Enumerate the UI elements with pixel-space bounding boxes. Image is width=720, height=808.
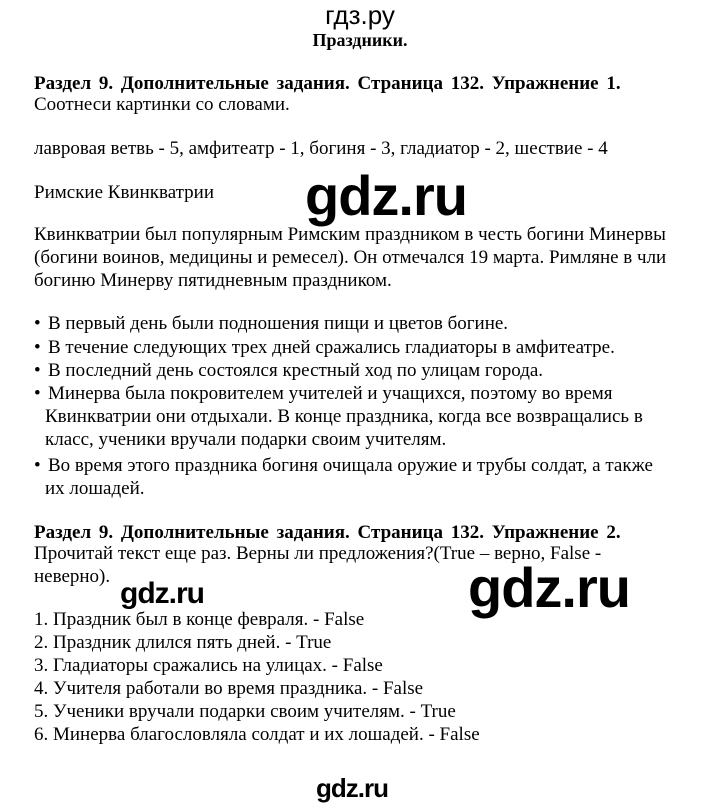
bullet-icon: • bbox=[34, 313, 41, 334]
watermark: gdz.ru bbox=[316, 773, 388, 803]
section1-instruction: Соотнеси картинки со словами. bbox=[34, 94, 290, 115]
paragraph-line: богиню Минерву пятидневным праздником. bbox=[34, 270, 392, 291]
section2-instruction: неверно). bbox=[34, 566, 111, 587]
list-item-text: их лошадей. bbox=[45, 478, 145, 499]
site-title: гдз.ру bbox=[325, 0, 395, 30]
answer-item: 5. Ученики вручали подарки своим учителям. - True bbox=[34, 701, 456, 722]
watermark: gdz.ru bbox=[468, 556, 630, 619]
answer-item: 1. Праздник был в конце февраля. - False bbox=[34, 609, 365, 630]
bullet-icon: • bbox=[34, 360, 41, 381]
paragraph-line: Квинкватрии был популярным Римским праздником в честь богини Минервы bbox=[34, 224, 666, 245]
answer-item: 3. Гладиаторы сражались на улицах. - False bbox=[34, 655, 383, 676]
bullet-icon: • bbox=[34, 455, 41, 476]
watermark: gdz.ru bbox=[120, 577, 204, 610]
section2-instruction: Прочитай текст еще раз. Верны ли предложения?(True – верно, False - bbox=[34, 543, 602, 564]
answer-item: 6. Минерва благословляла солдат и их лошадей. - False bbox=[34, 724, 480, 745]
answer-item: 4. Учителя работали во время праздника. - False bbox=[34, 678, 424, 699]
list-item-text: класс, ученики вручали подарки своим учителям. bbox=[45, 429, 447, 450]
answer-item: 2. Праздник длился пять дней. - True bbox=[34, 632, 332, 653]
list-item-text: Во время этого праздника богиня очищала оружие и трубы солдат, а также bbox=[48, 455, 653, 476]
bullet-icon: • bbox=[34, 383, 41, 404]
section2-heading: Раздел 9. Дополнительные задания. Страница 132. Упражнение 2. bbox=[34, 522, 621, 543]
list-item-text: Минерва была покровителем учителей и учащихся, поэтому во время bbox=[48, 383, 613, 404]
list-item-text: В последний день состоялся крестный ход по улицам города. bbox=[48, 360, 544, 381]
paragraph-line: (богини воинов, медицины и ремесел). Он отмечался 19 марта. Римляне в чли bbox=[34, 247, 667, 268]
bullet-icon: • bbox=[34, 337, 41, 358]
list-item-text: В течение следующих трех дней сражались гладиаторы в амфитеатре. bbox=[48, 337, 615, 358]
section1-heading: Раздел 9. Дополнительные задания. Страница 132. Упражнение 1. bbox=[34, 73, 621, 94]
list-item-text: Квинкватрии они отдыхали. В конце праздника, когда все возвращались в bbox=[45, 406, 643, 427]
watermark: gdz.ru bbox=[305, 164, 467, 227]
page-title: Праздники. bbox=[312, 30, 408, 50]
section1-answer: лавровая ветвь - 5, амфитеатр - 1, богиня - 3, гладиатор - 2, шествие - 4 bbox=[34, 138, 608, 159]
list-item-text: В первый день были подношения пищи и цветов богине. bbox=[48, 313, 509, 334]
text-title: Римские Квинкватрии bbox=[34, 182, 215, 203]
